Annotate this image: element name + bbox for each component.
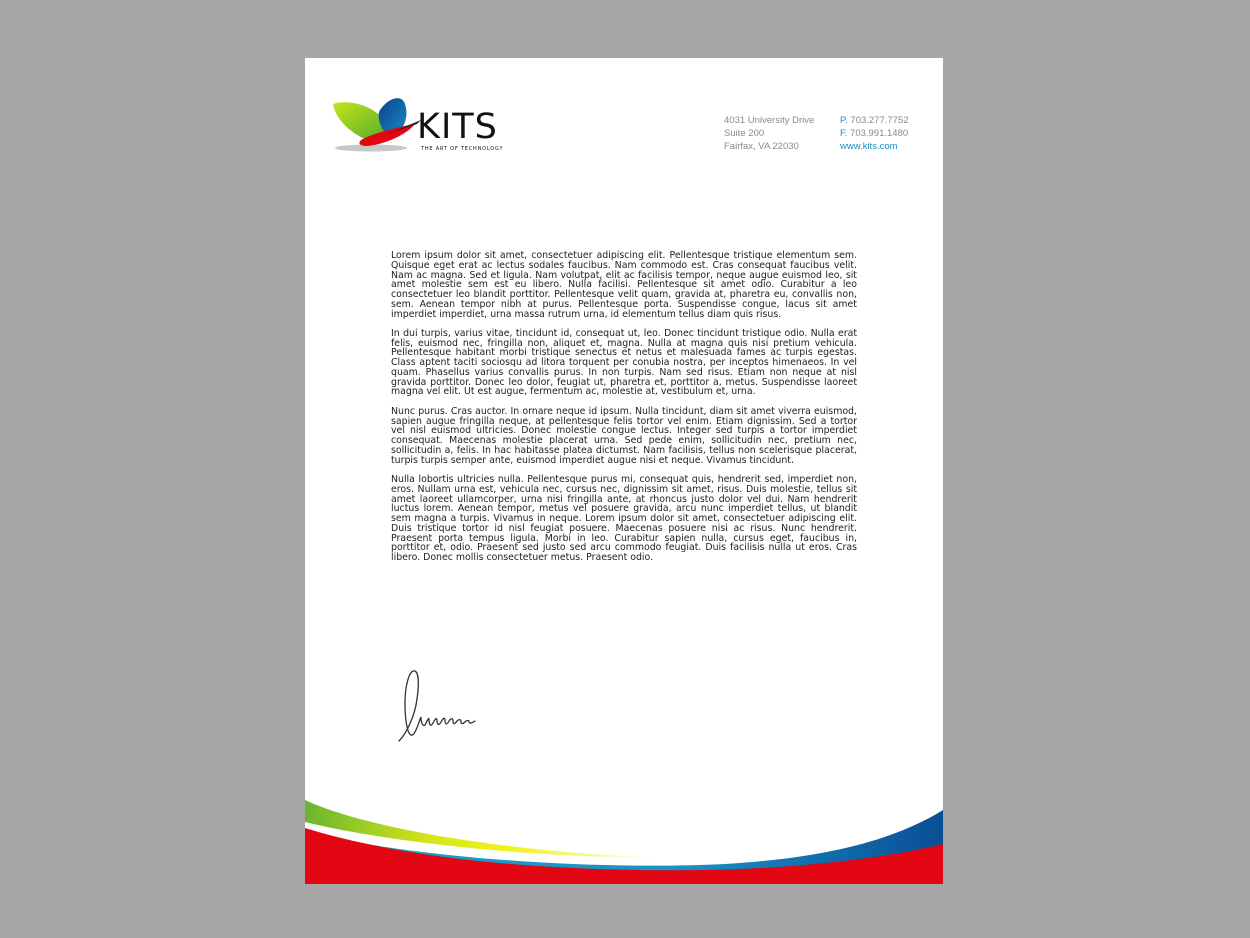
- contact-block: [840, 114, 909, 153]
- phone-label: P.: [840, 115, 848, 126]
- fax-label: F.: [840, 128, 848, 139]
- address-block: [724, 114, 814, 153]
- fax-line: [840, 127, 909, 140]
- address-line: Fairfax, VA 22030: [724, 141, 799, 152]
- kits-logo: [331, 94, 521, 160]
- signature: [393, 663, 503, 745]
- phone-number: 703.277.7752: [850, 115, 909, 126]
- letter-body: [391, 251, 857, 573]
- address-line: Suite 200: [724, 128, 765, 139]
- logo-tagline: THE ART OF TECHNOLOGY: [421, 146, 504, 152]
- body-paragraph: Nunc purus. Cras auctor. In ornare neque id ipsum. Nulla tincidunt, diam sit amet viverra euismod, sapien augue fringilla neque, at pellentesque felis tortor vel enim. Etiam dignissim. Sed a tortor vel nisl euismod ultricies. Donec molestie congue lectus. Integer sed turpis a tortor imperdiet consequat. Maecenas molestie placerat urna. Sed pede enim, sollicitudin nec, pretium nec, sollicitudin a, felis. In hac habitasse platea dictumst. Nam facilisis, tellus non scelerisque placerat, turpis turpis semper ante, euismod imperdiet augue nisi et neque. Vivamus tincidunt.: [391, 405, 857, 466]
- phone-line: [840, 114, 909, 127]
- fax-number: 703.991.1480: [850, 128, 909, 139]
- letterhead-page: [305, 58, 943, 884]
- address-line: 4031 University Drive: [724, 115, 815, 126]
- body-paragraph: Lorem ipsum dolor sit amet, consectetuer adipiscing elit. Pellentesque tristique elementum sem. Quisque eget erat ac lectus sodales faucibus. Nam commodo est. Cras consequat faucibus velit. Nam ac magna. Sed et ligula. Nam volutpat, elit ac facilisis tempor, neque augue euismod leo, sit amet molestie sem est eu libero. Nulla facilisi. Pellentesque sit amet odio. Curabitur a leo consectetuer leo blandit porttitor. Pellentesque velit quam, gravida at, pharetra eu, convallis non, sem. Aenean tempor nibh at purus. Pellentesque porta. Suspendisse congue, lacus sit amet imperdiet imperdiet, urna massa rutrum urna, id elementum tellus diam quis risus.: [391, 250, 857, 320]
- footer-swoosh: [305, 800, 943, 884]
- body-paragraph: In dui turpis, varius vitae, tincidunt id, consequat ut, leo. Donec tincidunt tristique odio. Nulla erat felis, euismod nec, fringilla non, aliquet et, magna. Nulla at magna quis nisi pretium vehicula. Pellentesque habitant morbi tristique senectus et netus et malesuada fames ac turpis egestas. Class aptent taciti sociosqu ad litora torquent per conubia nostra, per inceptos himenaeos. In vel quam. Phasellus varius convallis purus. In non turpis. Nam sed risus. Etiam non neque at nisl gravida porttitor. Donec leo dolor, feugiat ut, pharetra et, porttitor a, metus. Suspendisse laoreet magna vel elit. Ut est augue, fermentum ac, molestie at, vestibulum et, urna.: [391, 327, 857, 398]
- logo-wordmark: KITS: [417, 107, 498, 147]
- website-link[interactable]: www.kits.com: [840, 141, 898, 152]
- body-paragraph: Nulla lobortis ultricies nulla. Pellentesque purus mi, consequat quis, hendrerit sed, imperdiet non, eros. Nullam urna est, vehicula nec, cursus nec, dignissim sit amet, risus. Duis molestie, tellus sit amet laoreet ullamcorper, urna nisi fringilla ante, at rhoncus justo dolor vel dui. Nam hendrerit luctus lorem. Aenean tempor, metus vel posuere gravida, arcu nunc imperdiet tellus, ut blandit sem magna a turpis. Vivamus in neque. Lorem ipsum dolor sit amet, consectetuer adipiscing elit. Duis tristique tortor id nisl feugiat posuere. Maecenas posuere nisi ac risus. Nunc hendrerit. Praesent porta tempus ligula. Morbi in leo. Curabitur sapien nulla, cursus eget, faucibus in, porttitor et, odio. Praesent sed justo sed arcu commodo feugiat. Duis facilisis nulla ut eros. Cras libero. Donec mollis consectetuer metus. Praesent odio.: [391, 474, 857, 564]
